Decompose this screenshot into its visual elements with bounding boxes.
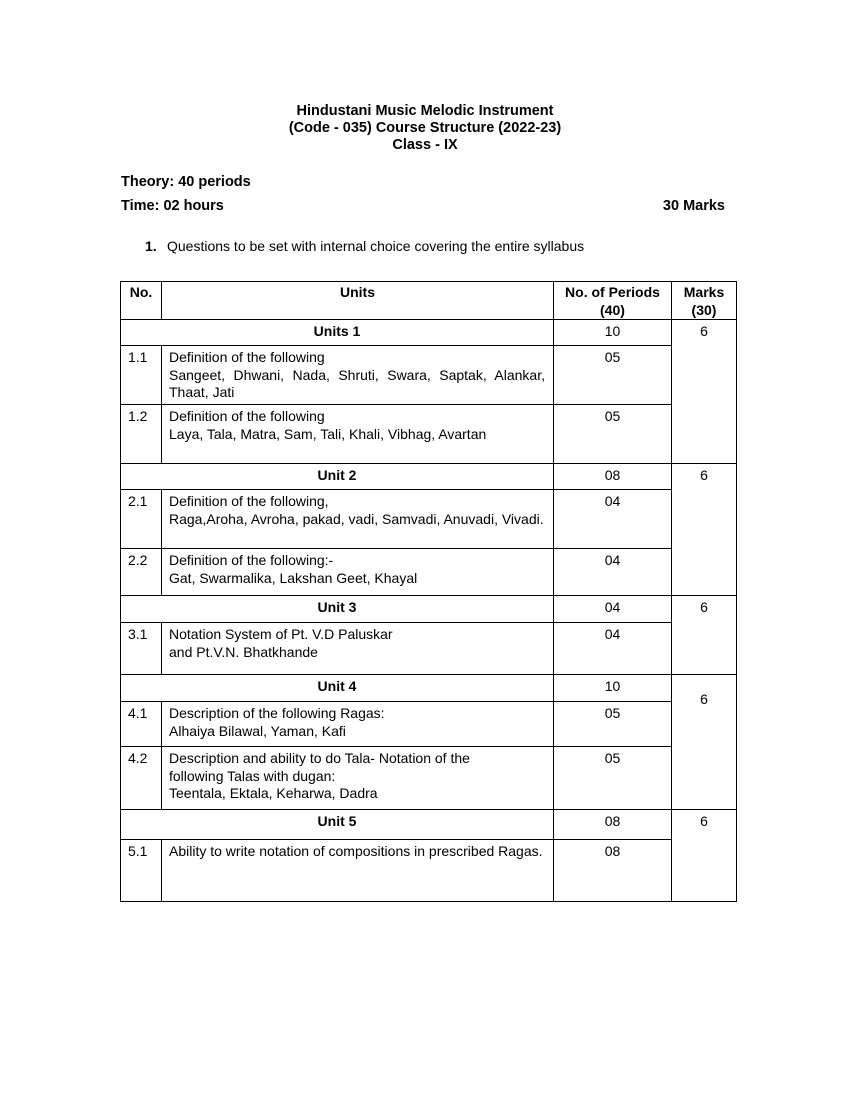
unit-marks: 6: [672, 320, 737, 464]
row-number: 4.1: [121, 702, 162, 747]
instruction-note: [145, 238, 584, 254]
row-periods: 05: [554, 405, 672, 464]
table-row: [121, 747, 737, 810]
theory-periods: Theory: 40 periods: [121, 174, 251, 190]
syllabus-table: [120, 281, 737, 902]
table-row: [121, 840, 737, 902]
document-title: Hindustani Music Melodic Instrument: [296, 103, 554, 119]
table-row: [121, 702, 737, 747]
header-marks: Marks (30): [672, 282, 737, 320]
row-periods: 08: [554, 840, 672, 902]
total-marks: 30 Marks: [662, 198, 725, 214]
instruction-number: 1.: [145, 238, 157, 254]
row-topic: [162, 490, 554, 549]
unit-header-row: [121, 810, 737, 840]
row-topic: [162, 346, 554, 405]
table-row: [121, 623, 737, 675]
row-periods: 04: [554, 549, 672, 596]
row-topic: [162, 405, 554, 464]
topic-heading: Description of the following Ragas:: [169, 705, 385, 721]
unit-title: Unit 4: [121, 675, 554, 702]
table-row: [121, 549, 737, 596]
unit-header-row: [121, 464, 737, 490]
row-periods: 04: [554, 623, 672, 675]
unit-periods: 04: [554, 596, 672, 623]
topic-heading: Notation System of Pt. V.D Paluskar: [169, 626, 393, 642]
course-code: (Code - 035) Course Structure (2022-23): [288, 120, 562, 136]
topic-detail: Gat, Swarmalika, Lakshan Geet, Khayal: [169, 569, 418, 586]
unit-header-row: [121, 320, 737, 346]
header-units: Units: [162, 282, 554, 320]
unit-title: Unit 2: [121, 464, 554, 490]
unit-periods: 10: [554, 320, 672, 346]
row-periods: 05: [554, 346, 672, 405]
topic-detail: Raga,Aroha, Avroha, pakad, vadi, Samvadi, Anuvadi, Vivadi.: [169, 510, 544, 527]
topic-heading: Ability to write notation of compositions in prescribed Ragas.: [169, 843, 543, 859]
row-number: 3.1: [121, 623, 162, 675]
row-topic: [162, 747, 554, 810]
topic-detail: Laya, Tala, Matra, Sam, Tali, Khali, Vibhag, Avartan: [169, 425, 487, 442]
row-topic: [162, 702, 554, 747]
table-row: [121, 346, 737, 405]
unit-marks: 6: [672, 810, 737, 902]
row-topic: [162, 549, 554, 596]
table-header-row: [121, 282, 737, 320]
row-number: 4.2: [121, 747, 162, 810]
table-row: [121, 490, 737, 549]
row-periods: 04: [554, 490, 672, 549]
topic-heading: Definition of the following: [169, 408, 325, 424]
row-topic: [162, 840, 554, 902]
row-number: 5.1: [121, 840, 162, 902]
topic-detail: Sangeet, Dhwani, Nada, Shruti, Swara, Saptak, Alankar, Thaat, Jati: [169, 366, 545, 400]
topic-heading: Definition of the following,: [169, 493, 329, 509]
topic-heading: Description and ability to do Tala- Notation of the following Talas with dugan:: [169, 750, 470, 784]
row-number: 2.1: [121, 490, 162, 549]
header-periods: No. of Periods (40): [554, 282, 672, 320]
unit-header-row: [121, 675, 737, 702]
unit-marks: 6: [672, 464, 737, 596]
row-number: 1.2: [121, 405, 162, 464]
class-label: Class - IX: [392, 137, 458, 153]
unit-title: Unit 5: [121, 810, 554, 840]
table-row: [121, 405, 737, 464]
unit-title: Units 1: [121, 320, 554, 346]
unit-periods: 08: [554, 464, 672, 490]
topic-detail: and Pt.V.N. Bhatkhande: [169, 643, 318, 660]
topic-detail: Alhaiya Bilawal, Yaman, Kafi: [169, 722, 346, 739]
row-number: 2.2: [121, 549, 162, 596]
unit-title: Unit 3: [121, 596, 554, 623]
unit-marks: 6: [672, 596, 737, 675]
exam-time: Time: 02 hours: [121, 198, 224, 214]
topic-heading: Definition of the following: [169, 349, 325, 365]
row-number: 1.1: [121, 346, 162, 405]
row-topic: [162, 623, 554, 675]
row-periods: 05: [554, 702, 672, 747]
topic-detail: Teentala, Ektala, Keharwa, Dadra: [169, 785, 378, 801]
header-no: No.: [121, 282, 162, 320]
unit-header-row: [121, 596, 737, 623]
unit-marks: 6: [672, 675, 737, 810]
unit-periods: 10: [554, 675, 672, 702]
row-periods: 05: [554, 747, 672, 810]
unit-periods: 08: [554, 810, 672, 840]
instruction-text: Questions to be set with internal choice covering the entire syllabus: [167, 238, 585, 254]
topic-heading: Definition of the following:-: [169, 552, 334, 568]
